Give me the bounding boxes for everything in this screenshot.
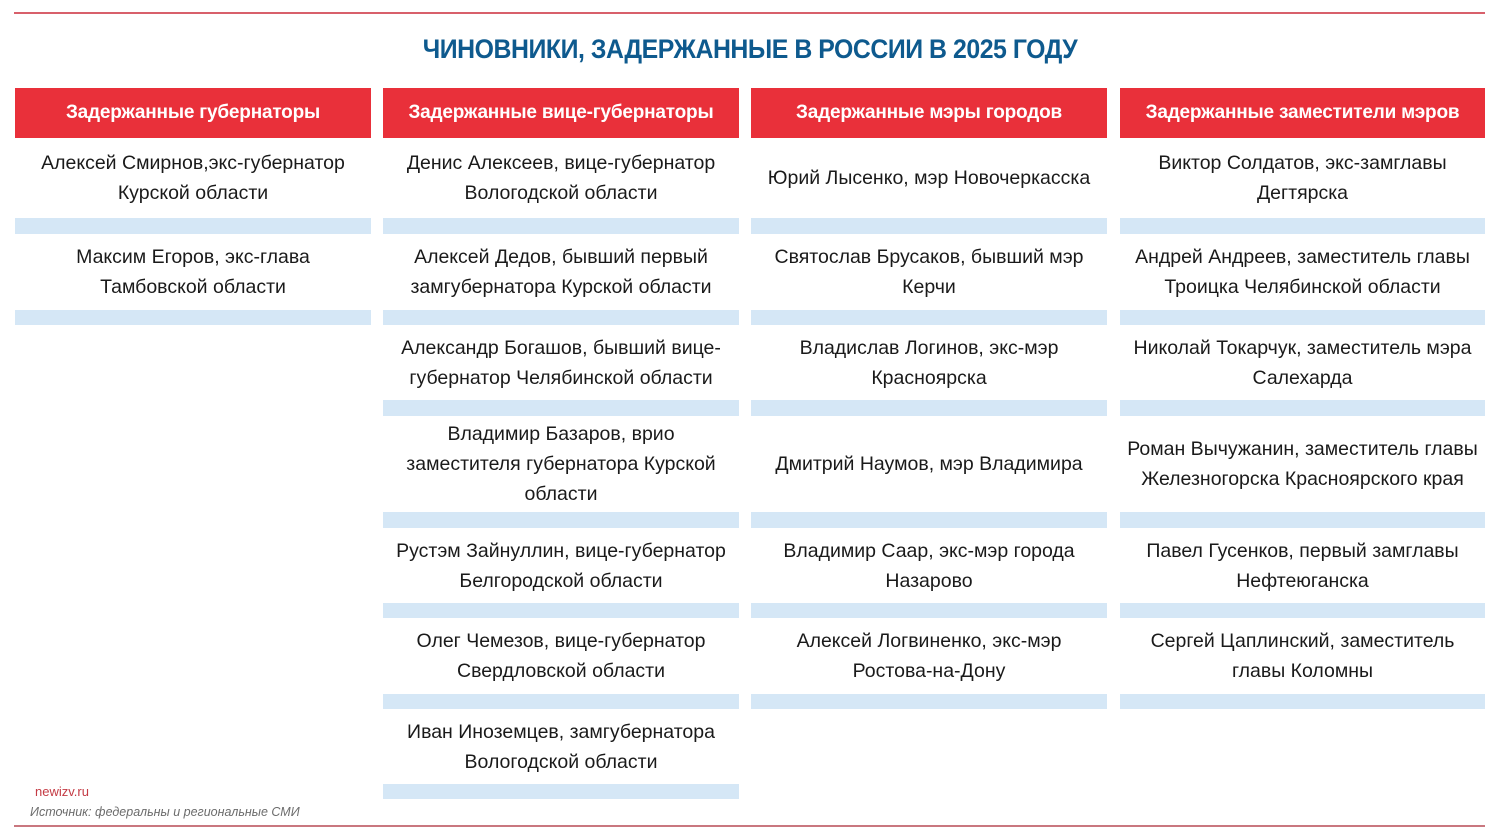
top-rule <box>14 12 1485 14</box>
list-item: Юрий Лысенко, мэр Новочеркасска <box>767 167 1091 189</box>
list-item: Рустэм Зайнуллин, вице-губернатор Белгородской области <box>396 539 726 592</box>
list-item: Денис Алексеев, вице-губернатор Вологодской области <box>406 152 716 204</box>
list-item: Роман Вычужанин, заместитель главы Железногорска Красноярского края <box>1127 438 1478 490</box>
list-item: Виктор Солдатов, экс-замглавы Дегтярска <box>1158 152 1447 204</box>
row-separator <box>15 310 371 325</box>
column-header: Задержанные вице-губернаторы <box>383 88 739 138</box>
list-item: Олег Чемезов, вице-губернатор Свердловской области <box>416 630 706 682</box>
source-note: Источник: федеральны и региональные СМИ <box>30 805 300 819</box>
row-separator <box>1120 512 1485 528</box>
row-separator <box>383 400 739 416</box>
column-vice-governors <box>383 88 739 799</box>
bottom-rule <box>14 825 1485 827</box>
column-header: Задержанные заместители мэров <box>1120 88 1485 138</box>
list-item: Владимир Базаров, врио заместителя губернатора Курской области <box>406 423 716 505</box>
brand-link[interactable]: newizv.ru <box>35 784 89 799</box>
list-item: Максим Егоров, экс-глава Тамбовской области <box>76 246 310 298</box>
list-item: Алексей Смирнов,экс-губернатор Курской области <box>41 152 345 204</box>
row-separator <box>751 400 1107 416</box>
column-mayors <box>751 88 1107 709</box>
list-item: Николай Токарчук, заместитель мэра Салехарда <box>1133 336 1472 389</box>
list-item: Андрей Андреев, заместитель главы Троицка Челябинской области <box>1135 246 1470 298</box>
column-deputy-mayors <box>1120 88 1485 709</box>
column-header: Задержанные губернаторы <box>15 88 371 138</box>
list-item: Сергей Цаплинский, заместитель главы Коломны <box>1150 630 1455 682</box>
column-header: Задержанные мэры городов <box>751 88 1107 138</box>
row-separator <box>383 694 739 709</box>
list-item: Владимир Саар, экс-мэр города Назарово <box>783 539 1075 592</box>
row-separator <box>383 310 739 325</box>
row-separator <box>1120 310 1485 325</box>
list-item: Павел Гусенков, первый замглавы Нефтеюганска <box>1146 539 1459 592</box>
row-separator <box>751 694 1107 709</box>
row-separator <box>1120 603 1485 618</box>
row-separator <box>751 512 1107 528</box>
row-separator <box>1120 694 1485 709</box>
list-item: Александр Богашов, бывший вице-губернатор Челябинской области <box>401 336 721 389</box>
list-item: Алексей Дедов, бывший первый замгубернатора Курской области <box>410 246 712 298</box>
row-separator <box>383 603 739 618</box>
row-separator <box>383 784 739 799</box>
list-item: Святослав Брусаков, бывший мэр Керчи <box>774 246 1084 298</box>
page-title: ЧИНОВНИКИ, ЗАДЕРЖАННЫЕ В РОССИИ В 2025 ГОДУ <box>422 34 1078 64</box>
row-separator <box>751 310 1107 325</box>
column-governors <box>15 88 371 325</box>
row-separator <box>383 512 739 528</box>
row-separator <box>751 218 1107 234</box>
list-item: Владислав Логинов, экс-мэр Красноярска <box>799 336 1059 389</box>
list-item: Алексей Логвиненко, экс-мэр Ростова-на-Дону <box>796 630 1062 682</box>
row-separator <box>1120 218 1485 234</box>
list-item: Дмитрий Наумов, мэр Владимира <box>775 453 1083 475</box>
list-item: Иван Иноземцев, замгубернатора Вологодской области <box>407 720 715 773</box>
row-separator <box>383 218 739 234</box>
row-separator <box>15 218 371 234</box>
row-separator <box>751 603 1107 618</box>
row-separator <box>1120 400 1485 416</box>
